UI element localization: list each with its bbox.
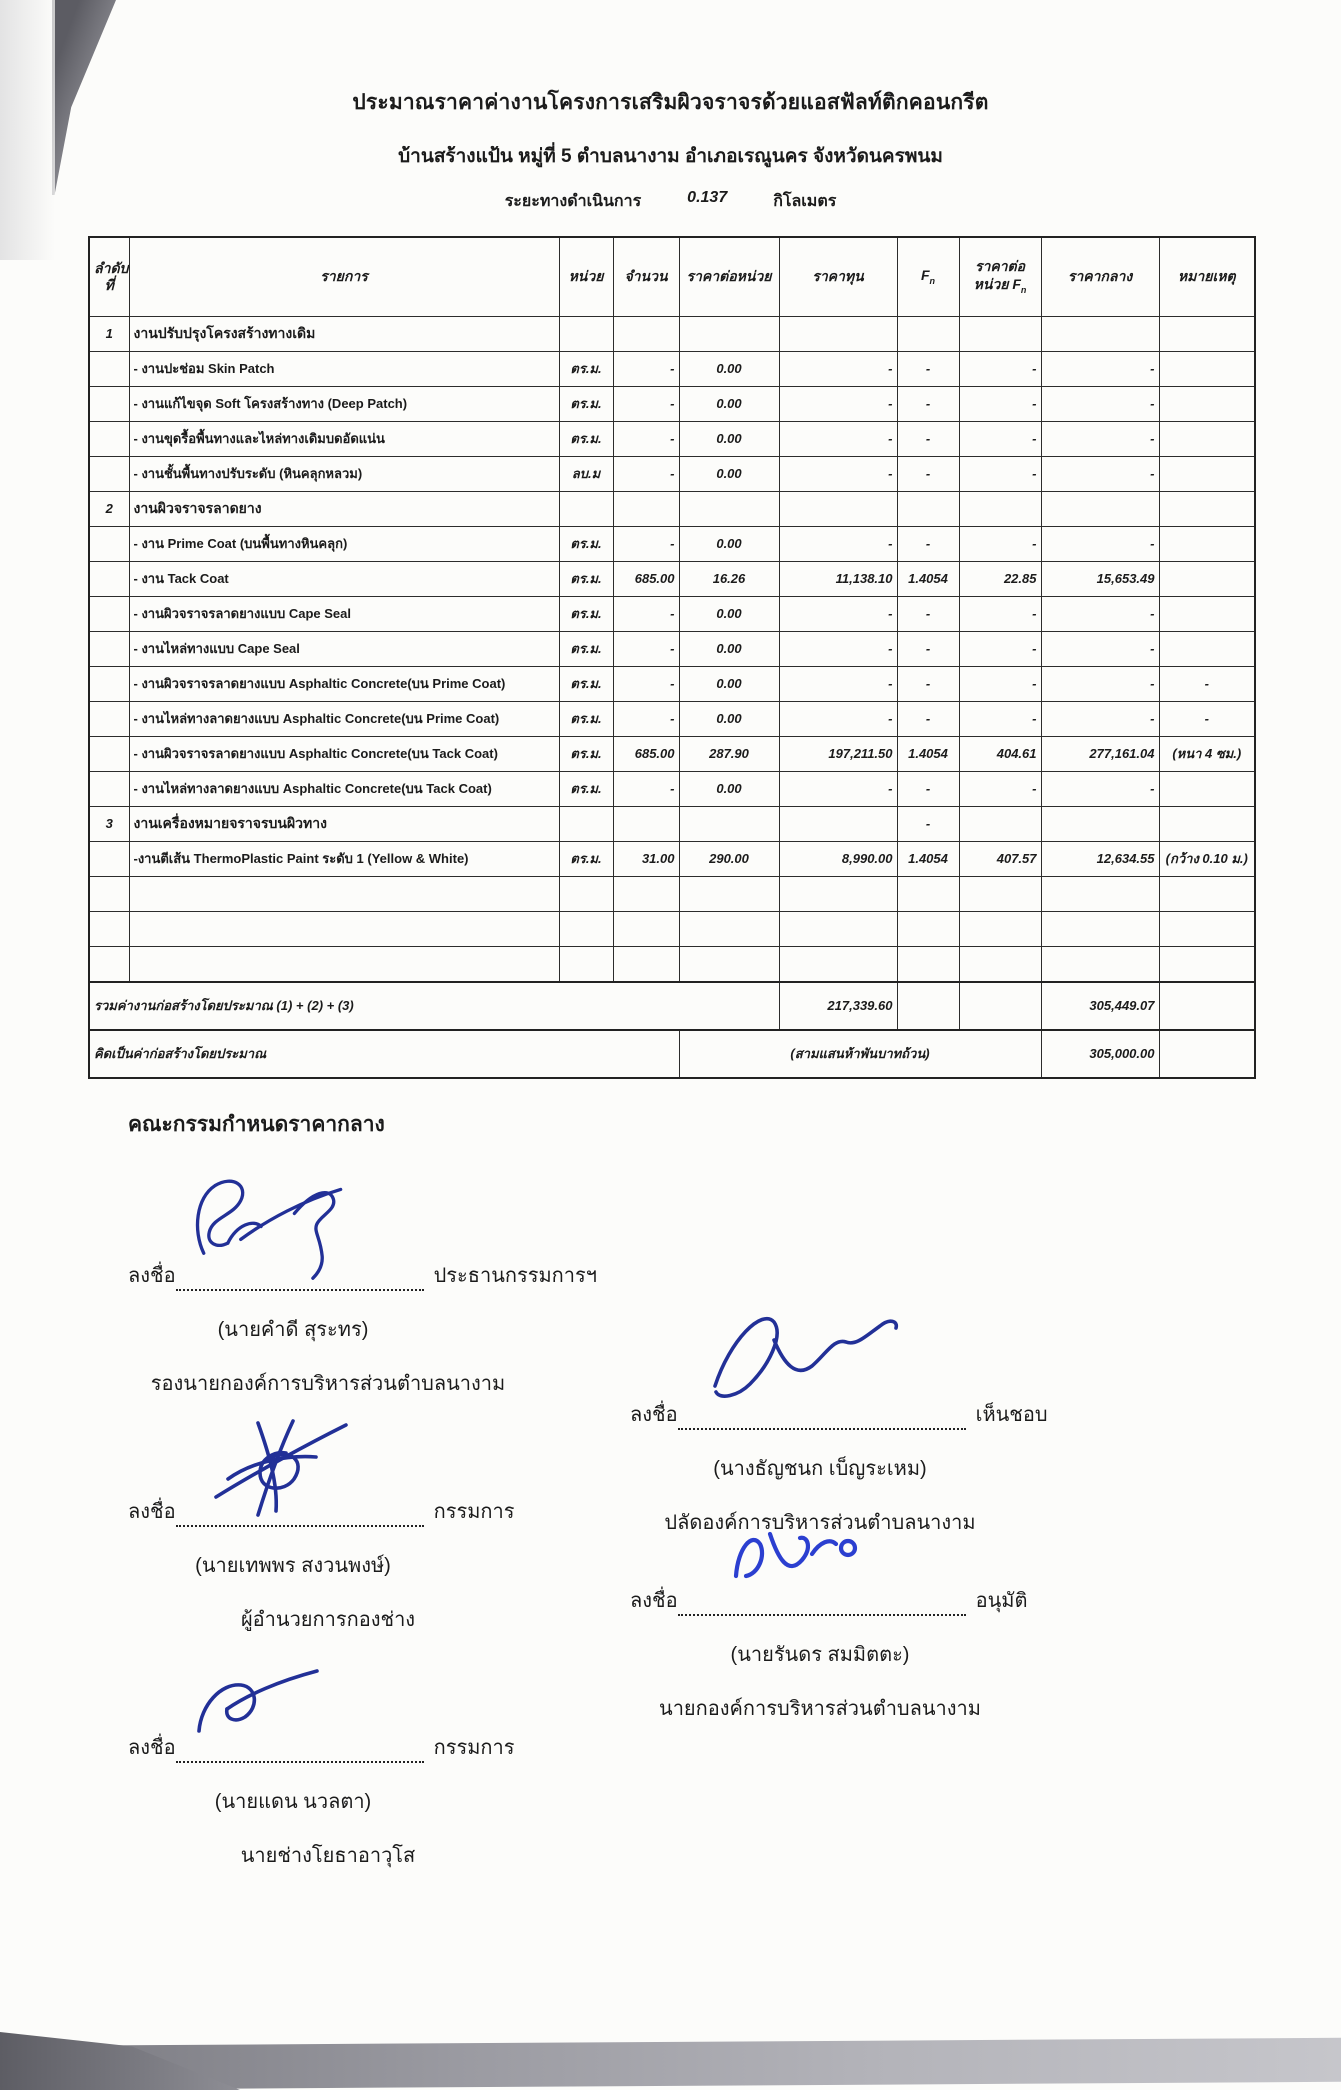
cell-item-name: - งานผิวจราจรลาดยางแบบ Cape Seal xyxy=(129,597,559,632)
cell-unit-price-f xyxy=(959,492,1041,527)
cell-f-factor: 1.4054 xyxy=(897,842,959,877)
cell-cost xyxy=(779,317,897,352)
header-unit-price: ราคาต่อหน่วย xyxy=(679,237,779,317)
table-row xyxy=(89,807,1255,842)
cell-unit-price-f: - xyxy=(959,702,1041,737)
cell-unit: ตร.ม. xyxy=(559,702,613,737)
cell-unit: ตร.ม. xyxy=(559,632,613,667)
cell-cost: 197,211.50 xyxy=(779,737,897,772)
cell-remark xyxy=(1159,562,1255,597)
cell-middle-price: 15,653.49 xyxy=(1041,562,1159,597)
cell-middle-price xyxy=(1041,807,1159,842)
header-item: รายการ xyxy=(129,237,559,317)
summary-total-middle-price: 305,449.07 xyxy=(1041,982,1159,1030)
cell-unit: ตร.ม. xyxy=(559,772,613,807)
cell-unit-price-f: - xyxy=(959,457,1041,492)
cell-middle-price: - xyxy=(1041,632,1159,667)
cell-remark: (หนา 4 ซม.) xyxy=(1159,737,1255,772)
cell-cost: - xyxy=(779,352,897,387)
cell-unit-price xyxy=(679,807,779,842)
cell-qty: - xyxy=(613,457,679,492)
cell-no xyxy=(89,667,129,702)
cell-middle-price: - xyxy=(1041,352,1159,387)
header-f-factor xyxy=(897,237,959,317)
distance-unit: กิโลเมตร xyxy=(773,193,837,210)
cell-no xyxy=(89,562,129,597)
cell-unit: ตร.ม. xyxy=(559,422,613,457)
table-row xyxy=(89,842,1255,877)
cell-qty: 685.00 xyxy=(613,737,679,772)
cell-middle-price xyxy=(1041,317,1159,352)
signature-dotted-line xyxy=(176,1265,424,1291)
cell-remark xyxy=(1159,772,1255,807)
cell-unit-price: 0.00 xyxy=(679,702,779,737)
committee-1-role: กรรมการ xyxy=(433,1501,515,1523)
cell-unit-price xyxy=(679,912,779,947)
cell-middle-price: - xyxy=(1041,457,1159,492)
header-qty: จำนวน xyxy=(613,237,679,317)
cell-item-name: -งานตีเส้น ThermoPlastic Paint ระดับ 1 (Yellow & White) xyxy=(129,842,559,877)
cell-f-factor: - xyxy=(897,807,959,842)
committee-1-sign-line xyxy=(128,1495,598,1527)
cell-unit: ตร.ม. xyxy=(559,667,613,702)
cell-item-name xyxy=(129,912,559,947)
cell-remark xyxy=(1159,352,1255,387)
committee-1-name: (นายเทพพร สงวนพงษ์) xyxy=(195,1555,391,1577)
cell-unit-price-f: - xyxy=(959,387,1041,422)
committee-2-name: (นายแดน นวลตา) xyxy=(214,1791,372,1813)
cell-middle-price: - xyxy=(1041,527,1159,562)
cell-cost: - xyxy=(779,667,897,702)
cell-cost xyxy=(779,877,897,912)
signature-dotted-line xyxy=(176,1501,424,1527)
cell-cost: - xyxy=(779,597,897,632)
cell-qty: - xyxy=(613,667,679,702)
summary-rounded-middle-price: 305,000.00 xyxy=(1041,1030,1159,1078)
cell-f-factor: 1.4054 xyxy=(897,737,959,772)
cell-no: 1 xyxy=(89,317,129,352)
cell-no: 2 xyxy=(89,492,129,527)
endorse-sign-line xyxy=(630,1398,1170,1430)
cell-unit: ลบ.ม xyxy=(559,457,613,492)
cell-item-name xyxy=(129,947,559,983)
sign-label: ลงชื่อ xyxy=(128,1501,176,1523)
table-row xyxy=(89,422,1255,457)
sign-label: ลงชื่อ xyxy=(128,1265,176,1287)
cell-f-factor xyxy=(897,947,959,983)
cell-qty xyxy=(613,947,679,983)
table-header-row xyxy=(89,237,1255,317)
cell-unit xyxy=(559,492,613,527)
cell-cost xyxy=(779,807,897,842)
cell-no xyxy=(89,527,129,562)
cell-unit-price xyxy=(679,492,779,527)
scan-left-edge xyxy=(0,0,55,260)
cell-unit-price-f: - xyxy=(959,352,1041,387)
cell-unit-price-f: - xyxy=(959,632,1041,667)
header-middle-price: ราคากลาง xyxy=(1041,237,1159,317)
cell-unit-price-f: - xyxy=(959,527,1041,562)
cell-f-factor: 1.4054 xyxy=(897,562,959,597)
cell-no xyxy=(89,352,129,387)
header-unit: หน่วย xyxy=(559,237,613,317)
cell-remark xyxy=(1159,457,1255,492)
cell-cost: 8,990.00 xyxy=(779,842,897,877)
cell-unit-price-f: - xyxy=(959,597,1041,632)
table-row xyxy=(89,527,1255,562)
cell-qty: - xyxy=(613,527,679,562)
cell-unit-price xyxy=(679,317,779,352)
cell-unit: ตร.ม. xyxy=(559,597,613,632)
sign-label: ลงชื่อ xyxy=(630,1590,678,1612)
cell-middle-price: - xyxy=(1041,597,1159,632)
cell-qty: 31.00 xyxy=(613,842,679,877)
cell-unit: ตร.ม. xyxy=(559,842,613,877)
cell-no: 3 xyxy=(89,807,129,842)
cell-middle-price: - xyxy=(1041,667,1159,702)
summary-total-cost: 217,339.60 xyxy=(779,982,897,1030)
cell-qty xyxy=(613,912,679,947)
cell-no xyxy=(89,702,129,737)
committee-1-position: ผู้อำนวยการกองช่าง xyxy=(240,1609,416,1631)
header-upf-line1: ราคาต่อ xyxy=(974,258,1026,275)
table-row xyxy=(89,562,1255,597)
cell-item-name: - งานไหล่ทางลาดยางแบบ Asphaltic Concrete(บน Prime Coat) xyxy=(129,702,559,737)
cell-f-factor: - xyxy=(897,457,959,492)
cell-unit: ตร.ม. xyxy=(559,737,613,772)
summary-rounded-remark xyxy=(1159,1030,1255,1078)
cell-unit-price: 290.00 xyxy=(679,842,779,877)
cell-cost xyxy=(779,492,897,527)
cell-unit xyxy=(559,912,613,947)
table-row xyxy=(89,597,1255,632)
cell-remark xyxy=(1159,527,1255,562)
summary-total-f xyxy=(897,982,959,1030)
table-row xyxy=(89,737,1255,772)
cell-no xyxy=(89,457,129,492)
sign-label: ลงชื่อ xyxy=(128,1737,176,1759)
table-row xyxy=(89,387,1255,422)
cell-f-factor: - xyxy=(897,422,959,457)
cell-unit-price-f xyxy=(959,912,1041,947)
cell-item-name: - งานปะช่อม Skin Patch xyxy=(129,352,559,387)
cell-f-factor xyxy=(897,492,959,527)
cell-qty xyxy=(613,807,679,842)
cell-qty: - xyxy=(613,387,679,422)
cell-cost: - xyxy=(779,527,897,562)
cell-no xyxy=(89,597,129,632)
signature-block-endorse xyxy=(630,1398,1170,1538)
distance-label: ระยะทางดำเนินการ xyxy=(504,193,642,210)
cell-remark xyxy=(1159,492,1255,527)
endorse-name: (นางธัญชนก เบ็ญระเหม) xyxy=(713,1458,927,1480)
cell-item-name: - งานชั้นพื้นทางปรับระดับ (หินคลุกหลวม) xyxy=(129,457,559,492)
table-row xyxy=(89,632,1255,667)
cell-unit-price-f: - xyxy=(959,422,1041,457)
header-unit-price-f xyxy=(959,237,1041,317)
approve-sign-line xyxy=(630,1584,1170,1616)
table-row xyxy=(89,352,1255,387)
summary-total-remark xyxy=(1159,982,1255,1030)
sign-label: ลงชื่อ xyxy=(630,1404,678,1426)
cell-no xyxy=(89,387,129,422)
cell-unit-price: 16.26 xyxy=(679,562,779,597)
cell-unit xyxy=(559,807,613,842)
cell-unit-price: 0.00 xyxy=(679,772,779,807)
header-upf-line2: หน่วย F xyxy=(973,275,1021,292)
cell-unit-price: 0.00 xyxy=(679,352,779,387)
committee-2-position: นายช่างโยธาอาวุโส xyxy=(240,1845,416,1867)
header-f: F xyxy=(920,266,930,283)
chairman-position: รองนายกองค์การบริหารส่วนตำบลนางาม xyxy=(150,1373,506,1395)
summary-total-row xyxy=(89,982,1255,1030)
signature-dotted-line xyxy=(678,1404,966,1430)
cell-middle-price xyxy=(1041,492,1159,527)
cell-unit-price: 0.00 xyxy=(679,527,779,562)
distance-value: 0.137 xyxy=(687,189,728,206)
table-row xyxy=(89,877,1255,912)
cell-unit-price: 0.00 xyxy=(679,457,779,492)
header-remark: หมายเหตุ xyxy=(1159,237,1255,317)
estimate-table xyxy=(88,236,1256,1079)
chairman-role: ประธานกรรมการฯ xyxy=(433,1265,597,1287)
cell-unit-price: 287.90 xyxy=(679,737,779,772)
cell-remark xyxy=(1159,597,1255,632)
cell-middle-price xyxy=(1041,912,1159,947)
cell-f-factor xyxy=(897,317,959,352)
cell-qty: - xyxy=(613,632,679,667)
cell-no xyxy=(89,772,129,807)
header-no xyxy=(89,237,129,317)
cell-unit-price-f xyxy=(959,947,1041,983)
cell-qty: - xyxy=(613,772,679,807)
signature-dotted-line xyxy=(678,1590,966,1616)
cell-f-factor: - xyxy=(897,527,959,562)
cell-no xyxy=(89,912,129,947)
cell-qty: - xyxy=(613,352,679,387)
cell-f-factor: - xyxy=(897,597,959,632)
cell-unit-price: 0.00 xyxy=(679,597,779,632)
cell-qty xyxy=(613,877,679,912)
cell-f-factor: - xyxy=(897,352,959,387)
cell-cost: - xyxy=(779,632,897,667)
cell-middle-price: 12,634.55 xyxy=(1041,842,1159,877)
approve-position: นายกองค์การบริหารส่วนตำบลนางาม xyxy=(659,1698,981,1720)
cell-no xyxy=(89,947,129,983)
cell-item-name: - งานไหล่ทางแบบ Cape Seal xyxy=(129,632,559,667)
endorse-role: เห็นชอบ xyxy=(975,1404,1048,1426)
cell-qty: - xyxy=(613,702,679,737)
cell-middle-price: - xyxy=(1041,387,1159,422)
cell-item-name xyxy=(129,877,559,912)
cell-unit-price: 0.00 xyxy=(679,422,779,457)
cell-cost: - xyxy=(779,457,897,492)
cell-remark xyxy=(1159,387,1255,422)
summary-total-upf xyxy=(959,982,1041,1030)
document-title: ประมาณราคาค่างานโครงการเสริมผิวจราจรด้วยแอสฟัลท์ติกคอนกรีต xyxy=(352,91,989,114)
cell-no xyxy=(89,737,129,772)
table-row xyxy=(89,772,1255,807)
signature-block-committee-2 xyxy=(128,1731,598,1871)
table-row xyxy=(89,702,1255,737)
cell-remark xyxy=(1159,807,1255,842)
cell-qty xyxy=(613,317,679,352)
table-row xyxy=(89,457,1255,492)
cell-middle-price xyxy=(1041,947,1159,983)
cell-item-name: - งานแก้ไขจุด Soft โครงสร้างทาง (Deep Patch) xyxy=(129,387,559,422)
cell-item-name: - งานไหล่ทางลาดยางแบบ Asphaltic Concrete(บน Tack Coat) xyxy=(129,772,559,807)
cell-no xyxy=(89,877,129,912)
cell-middle-price: - xyxy=(1041,422,1159,457)
cell-unit-price-f: - xyxy=(959,667,1041,702)
cell-item-name: งานผิวจราจรลาดยาง xyxy=(129,492,559,527)
cell-no xyxy=(89,422,129,457)
cell-remark: - xyxy=(1159,667,1255,702)
committee-heading: คณะกรรมกำหนดราคากลาง xyxy=(128,1113,385,1136)
cell-remark: (กว้าง 0.10 ม.) xyxy=(1159,842,1255,877)
cell-cost: 11,138.10 xyxy=(779,562,897,597)
cell-cost: - xyxy=(779,772,897,807)
cell-unit: ตร.ม. xyxy=(559,387,613,422)
committee-column xyxy=(128,1108,598,1871)
cell-unit-price xyxy=(679,947,779,983)
cell-unit-price: 0.00 xyxy=(679,387,779,422)
cell-middle-price: - xyxy=(1041,772,1159,807)
cell-f-factor xyxy=(897,912,959,947)
document-subtitle: บ้านสร้างแป้น หมู่ที่ 5 ตำบลนางาม อำเภอเรณูนคร จังหวัดนครพนม xyxy=(398,146,943,167)
cell-unit-price-f xyxy=(959,807,1041,842)
endorse-position: ปลัดองค์การบริหารส่วนตำบลนางาม xyxy=(664,1512,976,1534)
cell-unit xyxy=(559,947,613,983)
chairman-name: (นายคำดี สุระทร) xyxy=(217,1319,369,1341)
signature-block-committee-1 xyxy=(128,1495,598,1635)
cell-remark xyxy=(1159,912,1255,947)
table-row xyxy=(89,317,1255,352)
header-f-sub: n xyxy=(929,275,936,286)
cell-f-factor xyxy=(897,877,959,912)
cell-unit: ตร.ม. xyxy=(559,352,613,387)
distance-line xyxy=(0,189,1341,214)
cell-unit xyxy=(559,317,613,352)
summary-rounded-label: คิดเป็นค่าก่อสร้างโดยประมาณ xyxy=(89,1030,679,1078)
committee-2-role: กรรมการ xyxy=(433,1737,515,1759)
cell-middle-price xyxy=(1041,877,1159,912)
cell-middle-price: - xyxy=(1041,702,1159,737)
header-cost: ราคาทุน xyxy=(779,237,897,317)
cell-f-factor: - xyxy=(897,772,959,807)
cell-f-factor: - xyxy=(897,632,959,667)
cell-cost: - xyxy=(779,387,897,422)
cell-f-factor: - xyxy=(897,667,959,702)
cell-item-name: งานปรับปรุงโครงสร้างทางเดิม xyxy=(129,317,559,352)
cell-unit-price-f xyxy=(959,317,1041,352)
header-upf-sub: n xyxy=(1020,284,1027,295)
cell-no xyxy=(89,632,129,667)
cell-item-name: - งานขุดรื้อพื้นทางและไหล่ทางเดิมบดอัดแน่น xyxy=(129,422,559,457)
cell-f-factor: - xyxy=(897,387,959,422)
cell-no xyxy=(89,842,129,877)
cell-item-name: - งานผิวจราจรลาดยางแบบ Asphaltic Concrete(บน Prime Coat) xyxy=(129,667,559,702)
table-row xyxy=(89,667,1255,702)
summary-rounded-row xyxy=(89,1030,1255,1078)
chairman-sign-line xyxy=(128,1259,598,1291)
signature-block-chairman xyxy=(128,1259,598,1399)
cell-qty: - xyxy=(613,422,679,457)
cell-item-name: งานเครื่องหมายจราจรบนผิวทาง xyxy=(129,807,559,842)
cell-unit-price: 0.00 xyxy=(679,667,779,702)
header-no-line2: ที่ xyxy=(104,277,114,293)
cell-unit-price-f: 404.61 xyxy=(959,737,1041,772)
cell-cost: - xyxy=(779,422,897,457)
cell-item-name: - งาน Tack Coat xyxy=(129,562,559,597)
approve-name: (นายรันดร สมมิตตะ) xyxy=(730,1644,910,1666)
cell-unit xyxy=(559,877,613,912)
cell-qty xyxy=(613,492,679,527)
approve-role: อนุมัติ xyxy=(975,1590,1028,1612)
cell-cost: - xyxy=(779,702,897,737)
cell-remark xyxy=(1159,317,1255,352)
cell-qty: 685.00 xyxy=(613,562,679,597)
cell-cost xyxy=(779,947,897,983)
cell-middle-price: 277,161.04 xyxy=(1041,737,1159,772)
committee-2-sign-line xyxy=(128,1731,598,1763)
table-row xyxy=(89,947,1255,983)
cell-qty: - xyxy=(613,597,679,632)
table-row xyxy=(89,912,1255,947)
summary-total-label: รวมค่างานก่อสร้างโดยประมาณ (1) + (2) + (3) xyxy=(89,982,779,1030)
cell-unit-price-f: 22.85 xyxy=(959,562,1041,597)
cell-remark xyxy=(1159,422,1255,457)
cell-unit: ตร.ม. xyxy=(559,527,613,562)
document-header xyxy=(0,0,1341,214)
cell-unit-price: 0.00 xyxy=(679,632,779,667)
cell-unit: ตร.ม. xyxy=(559,562,613,597)
cell-cost xyxy=(779,912,897,947)
cell-remark xyxy=(1159,947,1255,983)
summary-baht-text: (สามแสนห้าพันบาทถ้วน) xyxy=(679,1030,1041,1078)
table-row xyxy=(89,492,1255,527)
cell-unit-price xyxy=(679,877,779,912)
signature-block-approve xyxy=(630,1584,1170,1724)
cell-f-factor: - xyxy=(897,702,959,737)
cell-unit-price-f: 407.57 xyxy=(959,842,1041,877)
cell-unit-price-f xyxy=(959,877,1041,912)
cell-remark: - xyxy=(1159,702,1255,737)
cell-item-name: - งาน Prime Coat (บนพื้นทางหินคลุก) xyxy=(129,527,559,562)
signature-dotted-line xyxy=(176,1737,424,1763)
cell-item-name: - งานผิวจราจรลาดยางแบบ Asphaltic Concrete(บน Tack Coat) xyxy=(129,737,559,772)
cell-remark xyxy=(1159,877,1255,912)
header-no-line1: ลำดับ xyxy=(94,259,129,276)
cell-unit-price-f: - xyxy=(959,772,1041,807)
cell-remark xyxy=(1159,632,1255,667)
approval-column xyxy=(630,1338,1170,1724)
